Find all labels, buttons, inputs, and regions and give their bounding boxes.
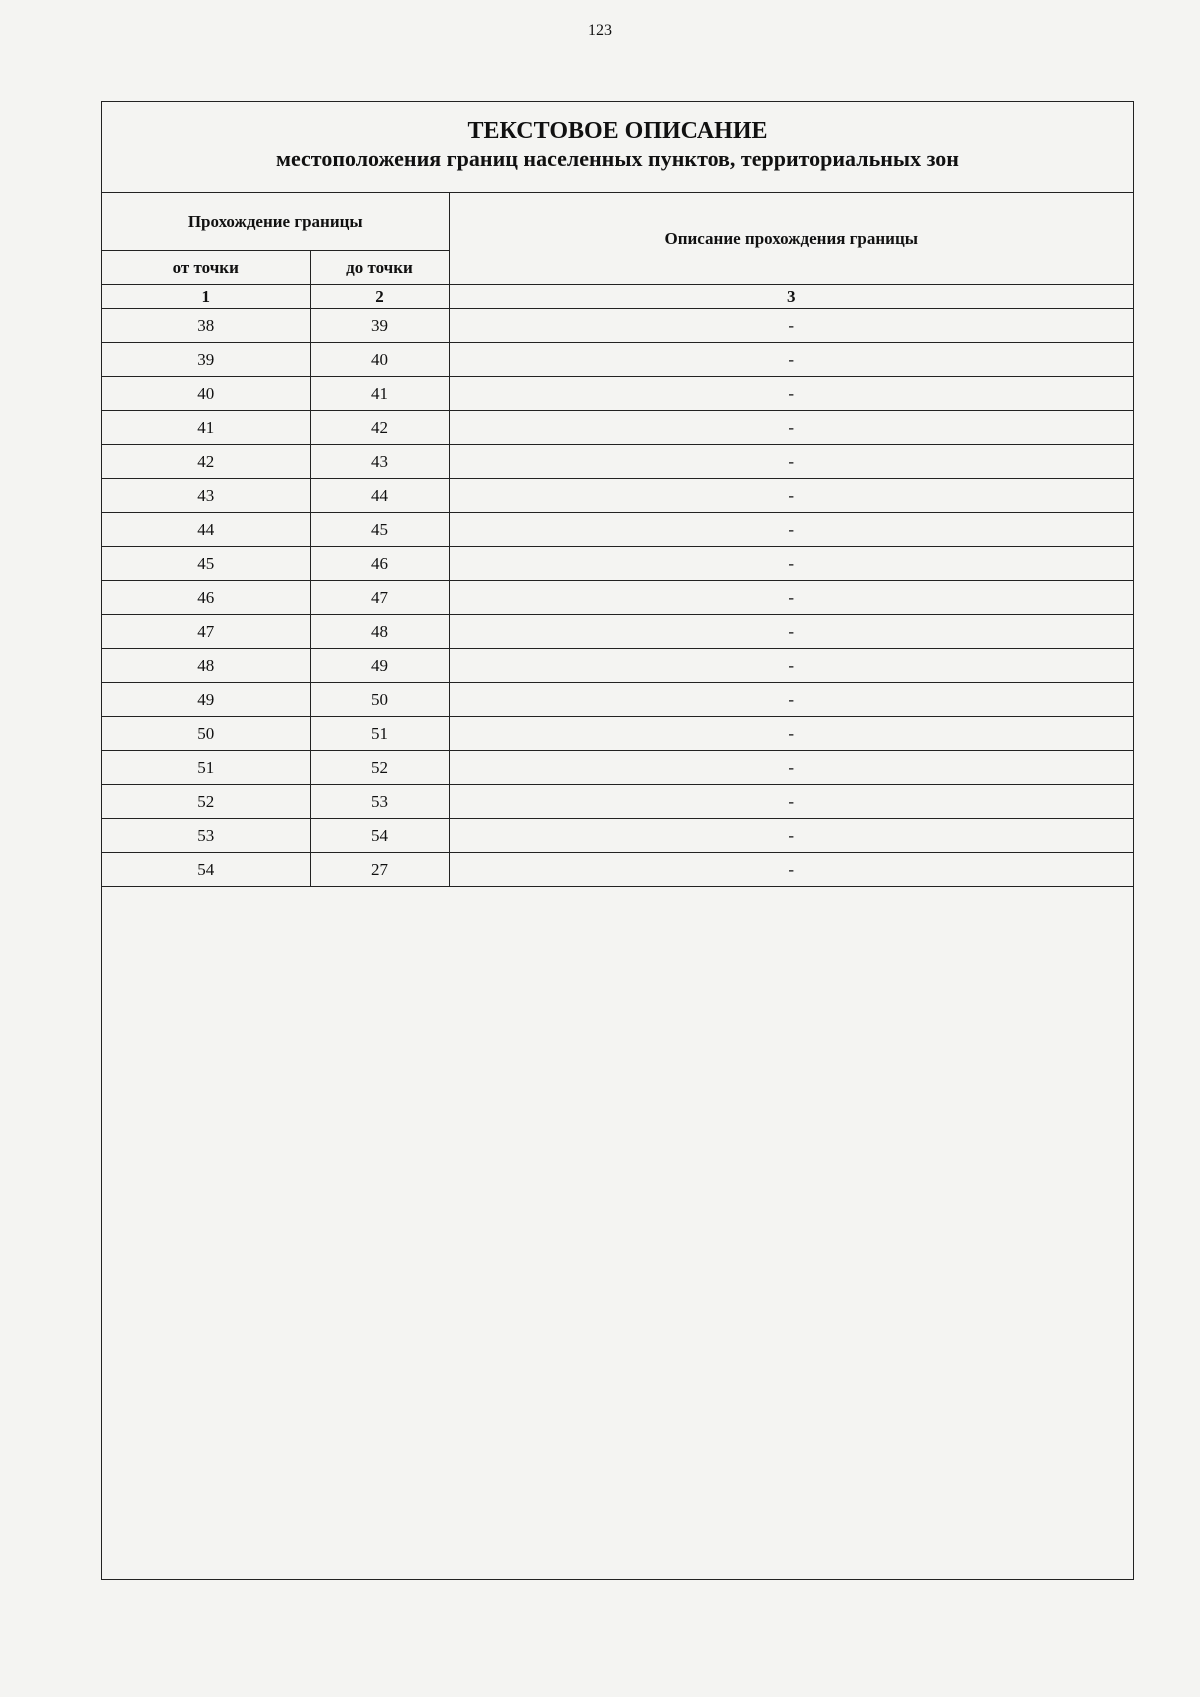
table-row [102,751,1133,785]
cell-description: - [449,649,1133,683]
table-row [102,547,1133,581]
cell-to-point: 39 [310,309,449,343]
table-row [102,581,1133,615]
table-row [102,853,1133,887]
cell-description: - [449,479,1133,513]
cell-to-point: 40 [310,343,449,377]
table-row [102,445,1133,479]
cell-from-point: 49 [102,683,310,717]
table-row [102,513,1133,547]
cell-description: - [449,581,1133,615]
cell-to-point: 50 [310,683,449,717]
column-number: 2 [310,285,449,309]
cell-description: - [449,853,1133,887]
table-row [102,717,1133,751]
cell-to-point: 42 [310,411,449,445]
cell-description: - [449,819,1133,853]
cell-description: - [449,343,1133,377]
cell-to-point: 51 [310,717,449,751]
cell-to-point: 43 [310,445,449,479]
table-row [102,649,1133,683]
header-boundary-passage: Прохождение границы [102,193,449,251]
cell-from-point: 52 [102,785,310,819]
cell-to-point: 41 [310,377,449,411]
cell-from-point: 46 [102,581,310,615]
cell-description: - [449,445,1133,479]
cell-description: - [449,411,1133,445]
cell-description: - [449,513,1133,547]
cell-from-point: 41 [102,411,310,445]
cell-description: - [449,377,1133,411]
table-row [102,819,1133,853]
cell-from-point: 50 [102,717,310,751]
document-frame [101,101,1134,1580]
table-row [102,309,1133,343]
cell-to-point: 49 [310,649,449,683]
table-header-row [102,193,1133,251]
cell-from-point: 40 [102,377,310,411]
page-number: 123 [588,22,612,39]
cell-from-point: 45 [102,547,310,581]
cell-from-point: 47 [102,615,310,649]
cell-to-point: 47 [310,581,449,615]
column-number: 3 [449,285,1133,309]
title-block [102,102,1133,193]
cell-from-point: 54 [102,853,310,887]
cell-description: - [449,309,1133,343]
cell-to-point: 48 [310,615,449,649]
cell-from-point: 53 [102,819,310,853]
header-from-point: от точки [102,251,310,285]
table-row [102,785,1133,819]
cell-description: - [449,683,1133,717]
cell-to-point: 44 [310,479,449,513]
table-row [102,479,1133,513]
header-to-point: до точки [310,251,449,285]
cell-to-point: 27 [310,853,449,887]
table-row [102,683,1133,717]
cell-from-point: 39 [102,343,310,377]
cell-from-point: 38 [102,309,310,343]
header-boundary-description: Описание прохождения границы [449,193,1133,285]
boundary-table [102,193,1133,887]
table-row [102,411,1133,445]
cell-description: - [449,547,1133,581]
cell-description: - [449,615,1133,649]
cell-description: - [449,785,1133,819]
document-subtitle: местоположения границ населенных пунктов, территориальных зон [276,146,959,171]
table-row [102,343,1133,377]
table-column-numbers-row [102,285,1133,309]
cell-to-point: 45 [310,513,449,547]
cell-from-point: 48 [102,649,310,683]
cell-to-point: 46 [310,547,449,581]
cell-description: - [449,717,1133,751]
table-row [102,377,1133,411]
column-number: 1 [102,285,310,309]
cell-from-point: 44 [102,513,310,547]
cell-from-point: 51 [102,751,310,785]
cell-from-point: 42 [102,445,310,479]
cell-to-point: 53 [310,785,449,819]
cell-to-point: 52 [310,751,449,785]
document-title: ТЕКСТОВОЕ ОПИСАНИЕ [467,118,768,144]
table-row [102,615,1133,649]
cell-description: - [449,751,1133,785]
cell-from-point: 43 [102,479,310,513]
cell-to-point: 54 [310,819,449,853]
